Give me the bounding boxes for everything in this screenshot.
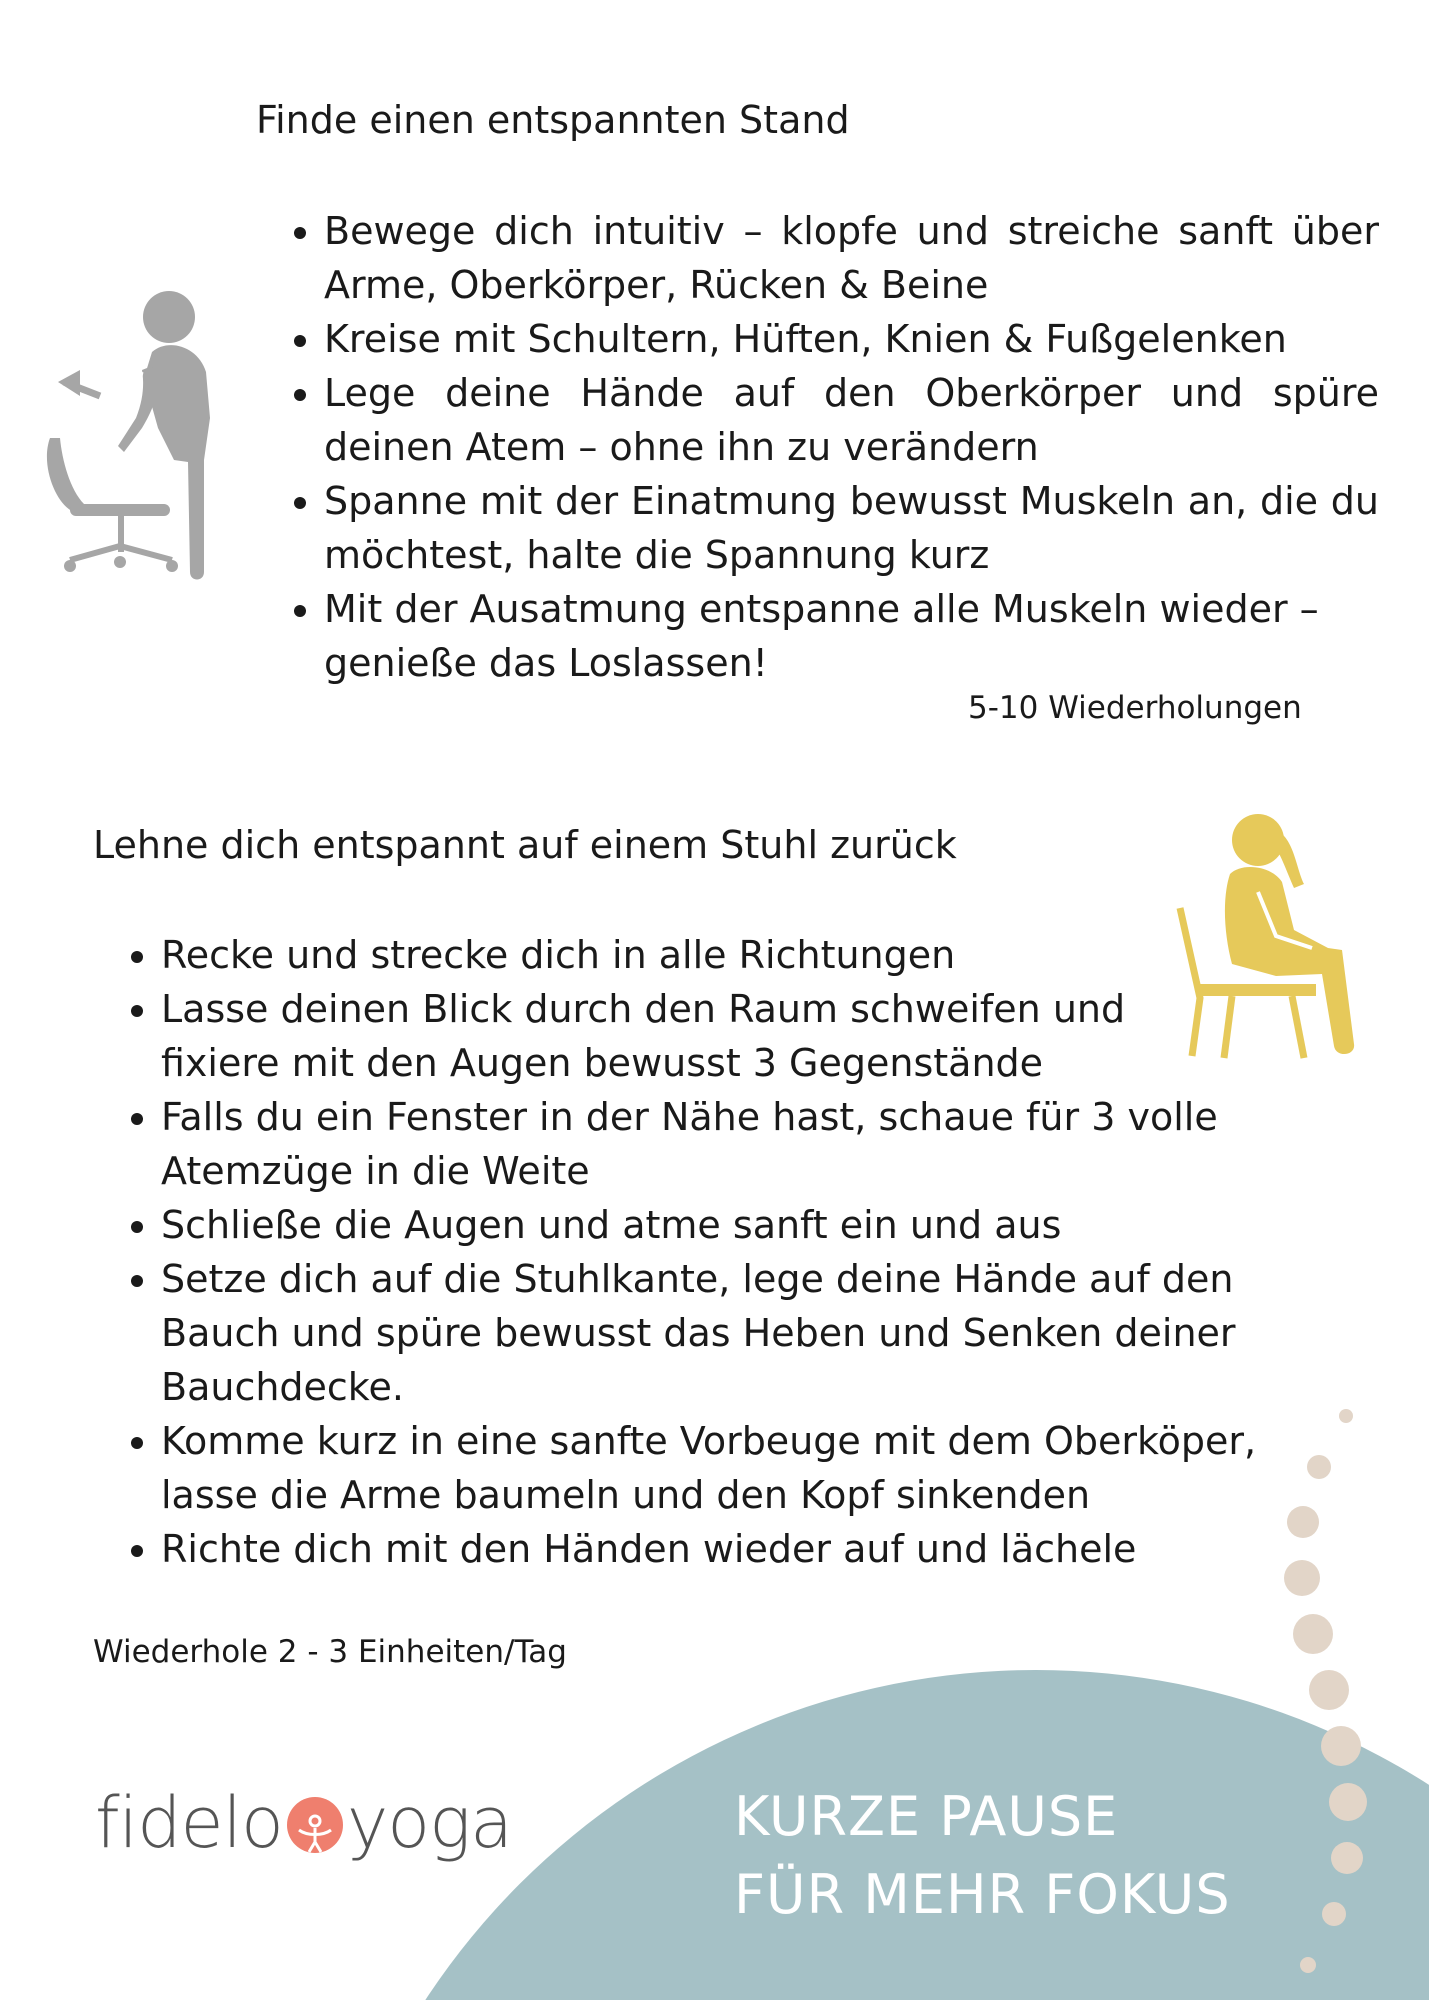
list-item: • Lege deine Hände auf den Oberkörper und spüre deinen Atem – ohne ihn zu verändern bbox=[324, 366, 1379, 474]
list-item: • Mit der Ausatmung entspanne alle Muskeln wieder – genieße das Loslassen! bbox=[324, 582, 1379, 690]
footer-note: Wiederhole 2 - 3 Einheiten/Tag bbox=[93, 1634, 567, 1670]
dot bbox=[1293, 1614, 1333, 1654]
dot bbox=[1339, 1409, 1353, 1423]
list-item: • Setze dich auf die Stuhlkante, lege deine Hände auf den Bauch und spüre bewusst das Heben und Senken deiner Bauchdecke. bbox=[161, 1252, 1281, 1414]
dot bbox=[1321, 1726, 1361, 1766]
list-item: • Falls du ein Fenster in der Nähe hast, schaue für 3 volle Atemzüge in die Weite bbox=[161, 1090, 1231, 1198]
dot bbox=[1287, 1506, 1319, 1538]
logo-figure-icon bbox=[287, 1797, 343, 1853]
tagline-line1: KURZE PAUSE bbox=[734, 1785, 1119, 1848]
list-item: • Bewege dich intuitiv – klopfe und streiche sanft über Arme, Oberkörper, Rücken & Beine bbox=[324, 204, 1379, 312]
list-item: • Richte dich mit den Händen wieder auf und lächele bbox=[161, 1522, 1341, 1576]
tagline-line2: FÜR MEHR FOKUS bbox=[734, 1863, 1231, 1926]
dot bbox=[1284, 1560, 1320, 1596]
dot bbox=[1307, 1455, 1331, 1479]
dot bbox=[1329, 1783, 1367, 1821]
list-item: • Komme kurz in eine sanfte Vorbeuge mit dem Oberköper, lasse die Arme baumeln und den Kopf sinkenden bbox=[161, 1414, 1291, 1522]
logo-text-left: fidelo bbox=[95, 1782, 283, 1864]
section1-title: Finde einen entspannten Stand bbox=[256, 98, 850, 142]
tagline bbox=[734, 1778, 1231, 1934]
section2-title: Lehne dich entspannt auf einem Stuhl zurück bbox=[93, 823, 957, 867]
section1-repetitions: 5-10 Wiederholungen bbox=[968, 690, 1302, 726]
list-item: • Lasse deinen Blick durch den Raum schweifen und fixiere mit den Augen bewusst 3 Gegenstände bbox=[161, 982, 1161, 1090]
dot bbox=[1331, 1842, 1363, 1874]
list-item: • Kreise mit Schultern, Hüften, Knien & Fußgelenken bbox=[324, 312, 1379, 366]
list-item: • Schließe die Augen und atme sanft ein und aus bbox=[161, 1198, 1341, 1252]
list-item: • Recke und strecke dich in alle Richtungen bbox=[161, 928, 1341, 982]
dot bbox=[1322, 1902, 1346, 1926]
fidelo-yoga-logo bbox=[95, 1778, 512, 1868]
logo-text-right: yoga bbox=[346, 1782, 513, 1864]
list-item: • Spanne mit der Einatmung bewusst Muskeln an, die du möchtest, halte die Spannung kurz bbox=[324, 474, 1379, 582]
dot bbox=[1300, 1957, 1316, 1973]
dot bbox=[1309, 1670, 1349, 1710]
